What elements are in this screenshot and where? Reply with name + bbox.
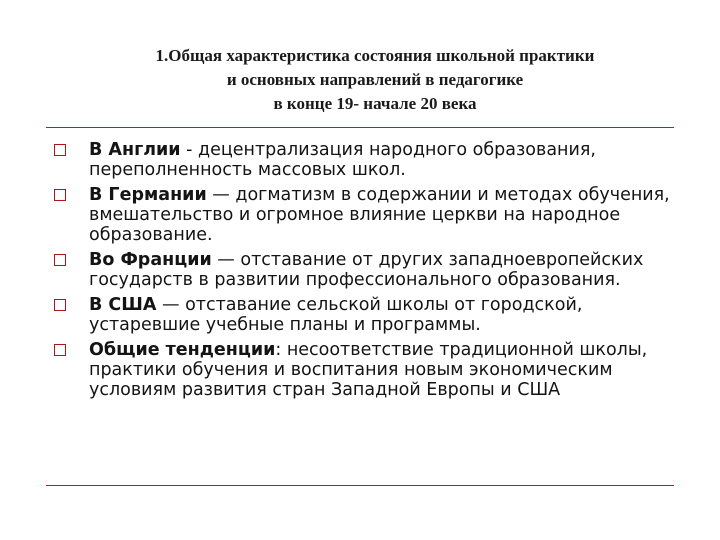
top-divider bbox=[46, 127, 674, 128]
hollow-square-bullet-icon bbox=[54, 299, 66, 311]
hollow-square-bullet-icon bbox=[54, 144, 66, 156]
bottom-divider bbox=[46, 485, 674, 486]
slide-title bbox=[110, 44, 640, 116]
item-text: - децентрализация народного образования, переполненность массовых школ. bbox=[89, 140, 596, 180]
hollow-square-bullet-icon bbox=[54, 344, 66, 356]
title-line-2: и основных направлений в педагогике bbox=[226, 70, 524, 89]
bullet-list bbox=[0, 140, 720, 405]
title-line-3: в конце 19- начале 20 века bbox=[273, 94, 477, 113]
list-item-france bbox=[0, 250, 720, 290]
hollow-square-bullet-icon bbox=[54, 254, 66, 266]
list-item-england bbox=[0, 140, 720, 180]
item-text: : несоответствие традиционной школы, практики обучения и воспитания новым экономическим условиям развития стран Западной Европы и США bbox=[89, 340, 648, 400]
item-lead: Общие тенденции bbox=[89, 340, 276, 360]
item-text: — догматизм в содержании и методах обучения, вмешательство и огромное влияние церкви на народное образование. bbox=[89, 185, 670, 245]
list-item-germany bbox=[0, 185, 720, 245]
item-text: — отставание сельской школы от городской, устаревшие учебные планы и программы. bbox=[89, 295, 583, 335]
item-lead: В США bbox=[89, 295, 157, 315]
title-line-1: 1.Общая характеристика состояния школьной практики bbox=[155, 46, 595, 65]
list-item-general-trends bbox=[0, 340, 720, 400]
item-lead: Во Франции bbox=[89, 250, 212, 270]
item-lead: В Англии bbox=[89, 140, 181, 160]
item-text: — отставание от других западноевропейских государств в развитии профессионального образования. bbox=[89, 250, 644, 290]
hollow-square-bullet-icon bbox=[54, 189, 66, 201]
list-item-usa bbox=[0, 295, 720, 335]
item-lead: В Германии bbox=[89, 185, 207, 205]
